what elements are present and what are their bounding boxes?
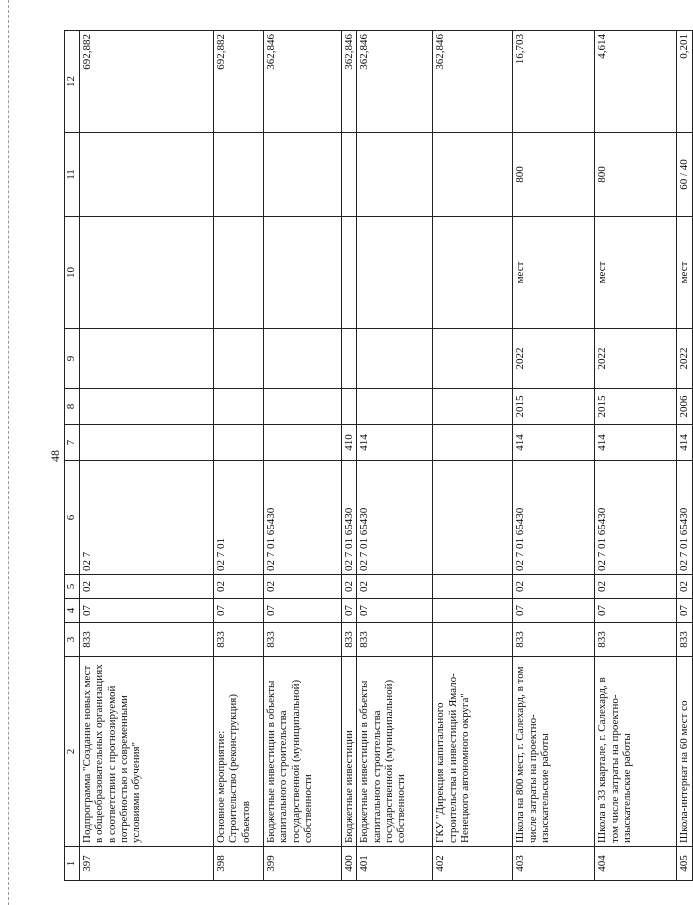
header-cell: 10 [65,217,80,329]
table-cell: 362,846 [342,31,357,133]
table-row [214,31,264,881]
table-cell: 410 [342,425,357,461]
table-cell: Основное мероприятие: Строительство (реконструкция) объектов [214,657,264,847]
table-cell: 2006 [677,389,693,425]
table-cell [264,217,342,329]
table-cell: 02 7 01 65430 [264,461,342,575]
table-cell: Бюджетные инвестиции [342,657,357,847]
table-cell [433,575,513,599]
table-row [264,31,342,881]
table-cell: 02 7 01 65430 [513,461,595,575]
table-cell: Школа в 33 квартале, г. Салехард, в том числе затраты на проектно-изыскательские работы [595,657,677,847]
table-cell [80,329,214,389]
table-cell: 2022 [513,329,595,389]
table-cell: 403 [513,847,595,881]
table-cell: Подпрограмма "Создание новых мест в общеобразовательных организациях в соответствии с прогнозируемой потребностью и современными условиями обучения" [80,657,214,847]
table-row [513,31,595,881]
table-cell [357,133,433,217]
table-cell: 362,846 [264,31,342,133]
table-cell [214,329,264,389]
table-cell [342,389,357,425]
table-cell: 833 [357,623,433,657]
table-cell [433,389,513,425]
table-cell [80,389,214,425]
table-cell: 02 [513,575,595,599]
table-cell [80,425,214,461]
header-cell: 2 [65,657,80,847]
table-cell: 692,882 [80,31,214,133]
table-cell [342,329,357,389]
table-cell: 398 [214,847,264,881]
table-cell [433,133,513,217]
table-cell [433,623,513,657]
table-cell: Школа на 800 мест, г. Салехард, в том числе затраты на проектно-изыскательские работы [513,657,595,847]
table-cell: 362,846 [357,31,433,133]
table-cell [357,329,433,389]
table-cell: 02 7 01 65430 [357,461,433,575]
header-cell: 12 [65,31,80,133]
table-cell [433,599,513,623]
table-cell: 833 [595,623,677,657]
header-cell: 11 [65,133,80,217]
table-cell: 399 [264,847,342,881]
header-cell: 6 [65,461,80,575]
scan-edge-line [8,0,9,905]
table-cell: 02 [80,575,214,599]
table-cell: 02 7 01 65430 [677,461,693,575]
table-cell: 414 [595,425,677,461]
table-cell [214,425,264,461]
table-cell: 404 [595,847,677,881]
table-cell: 400 [342,847,357,881]
table-cell: 07 [80,599,214,623]
table-cell: 401 [357,847,433,881]
table-cell: 402 [433,847,513,881]
table-body [80,31,693,881]
table-cell: 405 [677,847,693,881]
header-cell: 7 [65,425,80,461]
table-cell: 02 [677,575,693,599]
header-cell: 1 [65,847,80,881]
table-cell: 02 [595,575,677,599]
header-cell: 4 [65,599,80,623]
table-cell: мест [595,217,677,329]
table-cell [214,389,264,425]
table-cell: 07 [513,599,595,623]
table-cell: мест [677,217,693,329]
table-cell: 02 7 01 65430 [595,461,677,575]
table-cell: 414 [357,425,433,461]
table-cell: 02 7 01 65430 [342,461,357,575]
table-cell: 16,703 [513,31,595,133]
table-cell: 833 [342,623,357,657]
table-cell: 0,201 [677,31,693,133]
table-cell: Бюджетные инвестиции в объекты капитального строительства государственной (муниципальной) собственности [357,657,433,847]
table-cell: 414 [513,425,595,461]
table-cell: 02 [357,575,433,599]
table-cell: Бюджетные инвестиции в объекты капитального строительства государственной (муниципальной) собственности [264,657,342,847]
table-cell: 02 [342,575,357,599]
table-row [595,31,677,881]
page-number: 48 [48,450,62,462]
table-cell [357,217,433,329]
header-cell: 5 [65,575,80,599]
table-row [357,31,433,881]
table-cell [342,217,357,329]
table-cell [357,389,433,425]
header-cell: 8 [65,389,80,425]
table-cell: 692,882 [214,31,264,133]
table-cell: 2022 [677,329,693,389]
table-cell: 833 [80,623,214,657]
table-cell [433,217,513,329]
table-row [80,31,214,881]
table-cell [433,425,513,461]
table-cell: 4,614 [595,31,677,133]
table-cell: 833 [677,623,693,657]
table-cell: 2015 [513,389,595,425]
table-cell: 07 [357,599,433,623]
rotated-page [44,31,691,881]
table-cell [264,425,342,461]
table-cell: 362,846 [433,31,513,133]
table-cell: 414 [677,425,693,461]
table-cell: 833 [214,623,264,657]
table-cell: 02 [264,575,342,599]
table-cell [433,329,513,389]
header-cell: 9 [65,329,80,389]
table-cell: 02 7 01 [214,461,264,575]
table-cell: 60 / 40 [677,133,693,217]
table-cell: 02 [214,575,264,599]
table-cell [80,217,214,329]
table-cell: 800 [513,133,595,217]
table-cell: Школа-интернат на 60 мест со [677,657,693,847]
table-cell: 07 [342,599,357,623]
table-cell: 800 [595,133,677,217]
header-row [65,31,80,881]
table-cell: 07 [214,599,264,623]
budget-table [64,30,693,881]
table-cell: 397 [80,847,214,881]
table-cell: 07 [677,599,693,623]
table-row [342,31,357,881]
table-row [677,31,693,881]
table-cell [264,389,342,425]
table-cell: 2022 [595,329,677,389]
table-cell: 833 [264,623,342,657]
table-cell: 07 [264,599,342,623]
table-cell [264,133,342,217]
table-cell [80,133,214,217]
table-cell [433,461,513,575]
table-cell [264,329,342,389]
table-cell: мест [513,217,595,329]
table-cell [342,133,357,217]
table-cell: 2015 [595,389,677,425]
table-cell [214,133,264,217]
table-cell: ГКУ "Дирекция капитального строительства и инвестиций Ямало-Ненецкого автономного округа" [433,657,513,847]
table-cell: 02 7 [80,461,214,575]
header-cell: 3 [65,623,80,657]
table-row [433,31,513,881]
table-cell: 07 [595,599,677,623]
table-cell: 833 [513,623,595,657]
table-cell [214,217,264,329]
